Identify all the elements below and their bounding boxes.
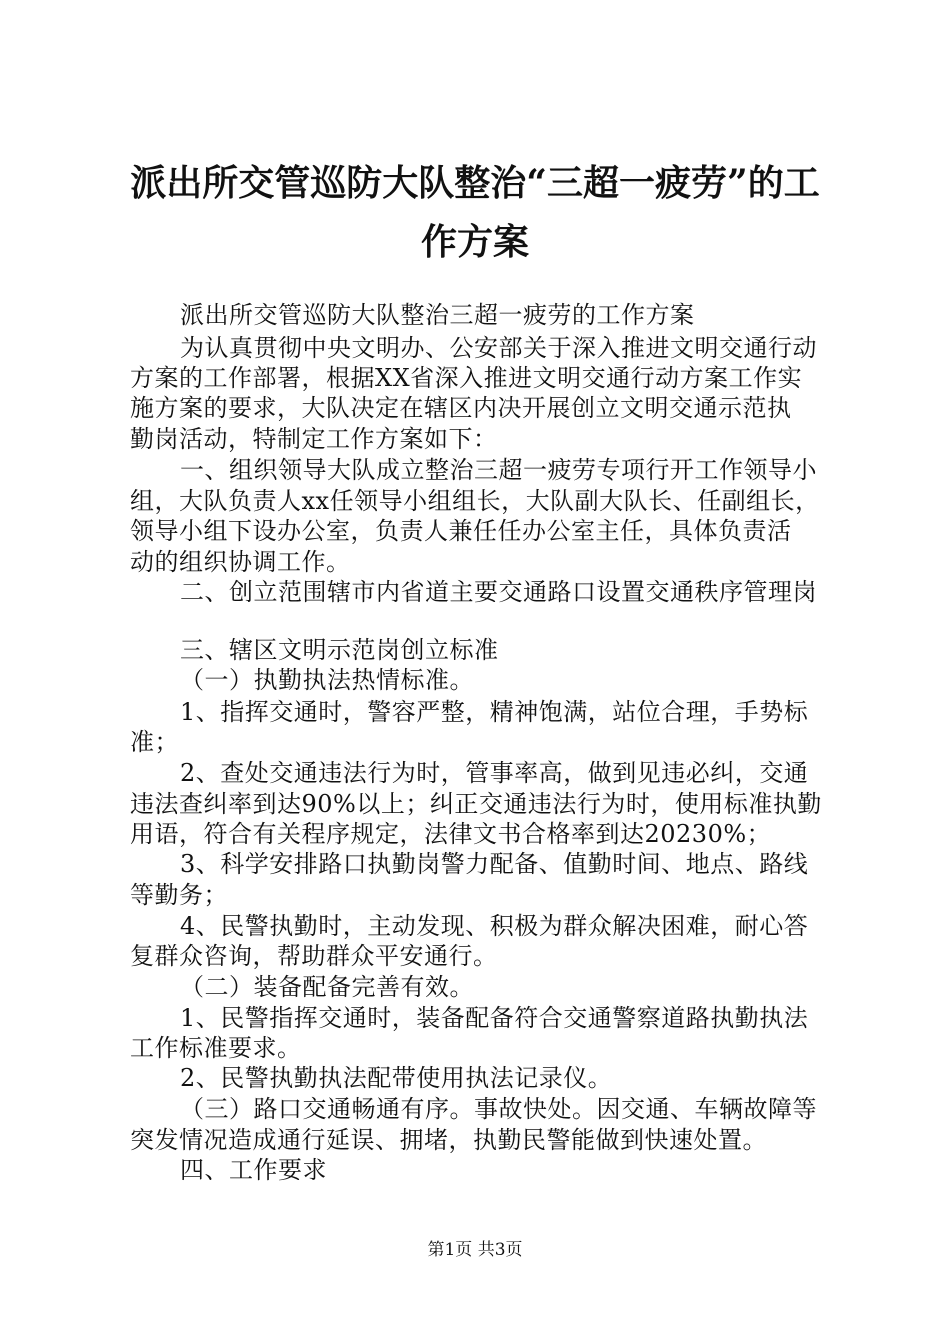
body-line: 2、民警执勤执法配带使用执法记录仪。 xyxy=(180,1064,613,1092)
body-line: 领导小组下设办公室，负责人兼任任办公室主任，具体负责活 xyxy=(130,517,792,545)
body-line: 1、民警指挥交通时，装备配备符合交通警察道路执勤执法 xyxy=(180,1004,809,1032)
body-line: （二）装备配备完善有效。 xyxy=(180,973,474,1001)
document-title-line-1: 派出所交管巡防大队整治“三超一疲劳”的工 xyxy=(130,162,820,204)
body-line: 四、工作要求 xyxy=(180,1156,327,1184)
body-line: （三）路口交通畅通有序。事故快处。因交通、车辆故障等 xyxy=(180,1095,817,1123)
body-line: 动的组织协调工作。 xyxy=(130,548,351,576)
document-title-line-2: 作方案 xyxy=(420,221,529,263)
body-line: 组，大队负责人xx任领导小组组长，大队副大队长、任副组长， xyxy=(130,487,820,515)
body-line: 用语，符合有关程序规定，法律文书合格率到达20230%； xyxy=(130,820,772,848)
body-line: 工作标准要求。 xyxy=(130,1034,302,1062)
body-line: 突发情况造成通行延误、拥堵，执勤民警能做到快速处置。 xyxy=(130,1126,767,1154)
body-line: 准； xyxy=(130,728,179,756)
body-line: 复群众咨询，帮助群众平安通行。 xyxy=(130,942,498,970)
body-line: 一、组织领导大队成立整治三超一疲劳专项行开工作领导小 xyxy=(180,456,817,484)
body-line: 派出所交管巡防大队整治三超一疲劳的工作方案 xyxy=(180,301,695,329)
page-number-footer: 第1页 共3页 xyxy=(427,1240,523,1260)
body-line: 4、民警执勤时，主动发现、积极为群众解决困难，耐心答 xyxy=(180,912,809,940)
body-line: （一）执勤执法热情标准。 xyxy=(180,666,474,694)
body-line: 方案的工作部署，根据XX省深入推进文明交通行动方案工作实 xyxy=(130,364,803,392)
body-line: 等勤务； xyxy=(130,881,228,909)
body-line: 为认真贯彻中央文明办、公安部关于深入推进文明交通行动 xyxy=(180,334,817,362)
body-line: 3、科学安排路口执勤岗警力配备、值勤时间、地点、路线 xyxy=(180,850,809,878)
body-line: 勤岗活动，特制定工作方案如下： xyxy=(130,425,498,453)
body-line: 三、辖区文明示范岗创立标准 xyxy=(180,636,499,664)
body-line: 1、指挥交通时，警容严整，精神饱满，站位合理，手势标 xyxy=(180,698,809,726)
body-line: 违法查纠率到达90%以上；纠正交通违法行为时，使用标准执勤 xyxy=(130,790,822,818)
body-line: 二、创立范围辖市内省道主要交通路口设置交通秩序管理岗 xyxy=(180,578,817,606)
body-line: 2、查处交通违法行为时，管事率高，做到见违必纠，交通 xyxy=(180,759,809,787)
body-line: 施方案的要求，大队决定在辖区内决开展创立文明交通示范执 xyxy=(130,394,792,422)
